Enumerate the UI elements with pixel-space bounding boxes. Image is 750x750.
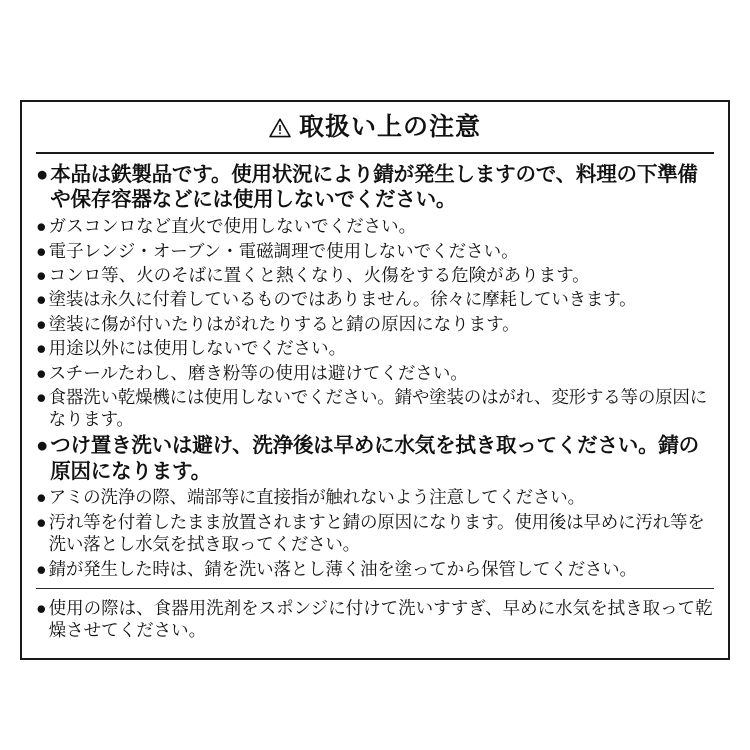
footer-divider — [36, 588, 714, 589]
bullet-icon: ● — [36, 433, 49, 457]
list-item-text: 本品は鉄製品です。使用状況により錆が発生しますので、料理の下準備や保存容器などには使用しないでください。 — [50, 162, 698, 212]
list-item — [36, 313, 714, 335]
list-item — [36, 558, 714, 580]
bullet-icon: ● — [36, 597, 47, 618]
list-item-text: 使用の際は、食器用洗剤をスポンジに付けて洗いすすぎ、早めに水気を拭き取って乾燥させてください。 — [48, 597, 713, 641]
bullet-icon: ● — [36, 558, 47, 579]
bullet-icon: ● — [36, 362, 47, 383]
list-item — [36, 433, 714, 485]
list-item — [36, 362, 714, 384]
bullet-icon: ● — [36, 511, 47, 532]
bullet-icon: ● — [36, 338, 47, 359]
list-item — [36, 240, 714, 262]
list-item-text: 汚れ等を付着したまま放置されますと錆の原因になります。使用後は早めに汚れ等を洗い落とし水気を拭き取ってください。 — [48, 511, 705, 555]
list-item-text: 塗装は永久に付着しているものではありません。徐々に摩耗していきます。 — [48, 289, 637, 310]
list-item-text: ガスコンロなど直火で使用しないでください。 — [48, 216, 417, 237]
notice-footer-list — [36, 597, 714, 642]
list-item-text: コンロ等、火のそばに置くと熱くなり、火傷をする危険があります。 — [48, 264, 590, 285]
list-item — [36, 597, 714, 642]
list-item-text: 食器洗い乾燥機には使用しないでください。錆や塗装のはがれ、変形する等の原因になります。 — [48, 386, 708, 430]
bullet-icon: ● — [36, 216, 47, 237]
list-item — [36, 337, 714, 359]
list-item — [36, 511, 714, 556]
notice-item-list — [36, 162, 714, 580]
bullet-icon: ● — [36, 240, 47, 261]
bullet-icon: ● — [36, 289, 47, 310]
list-item — [36, 162, 714, 214]
list-item-text: アミの洗浄の際、端部等に直接指が触れないよう注意してください。 — [48, 487, 585, 508]
bullet-icon: ● — [36, 313, 47, 334]
warning-triangle-icon — [269, 118, 291, 138]
bullet-icon: ● — [36, 386, 47, 407]
list-item — [36, 215, 714, 237]
notice-title: 取扱い上の注意 — [298, 113, 481, 141]
list-item-text: 電子レンジ・オーブン・電磁調理で使用しないでください。 — [48, 240, 519, 261]
list-item-text: スチールたわし、磨き粉等の使用は避けてください。 — [48, 362, 468, 383]
list-item — [36, 288, 714, 310]
header-divider — [36, 152, 714, 154]
notice-card — [20, 100, 730, 660]
list-item-text: 用途以外には使用しないでください。 — [48, 338, 347, 359]
list-item-text: 錆が発生した時は、錆を洗い落とし薄く油を塗ってから保管してください。 — [48, 558, 637, 579]
list-item — [36, 486, 714, 508]
list-item — [36, 264, 714, 286]
list-item-text: つけ置き洗いは避け、洗浄後は早めに水気を拭き取ってください。錆の原因になります。 — [50, 433, 699, 483]
list-item — [36, 386, 714, 431]
notice-header — [36, 112, 714, 148]
bullet-icon: ● — [36, 162, 49, 186]
bullet-icon: ● — [36, 487, 47, 508]
bullet-icon: ● — [36, 264, 47, 285]
list-item-text: 塗装に傷が付いたりはがれたりすると錆の原因になります。 — [48, 313, 520, 334]
